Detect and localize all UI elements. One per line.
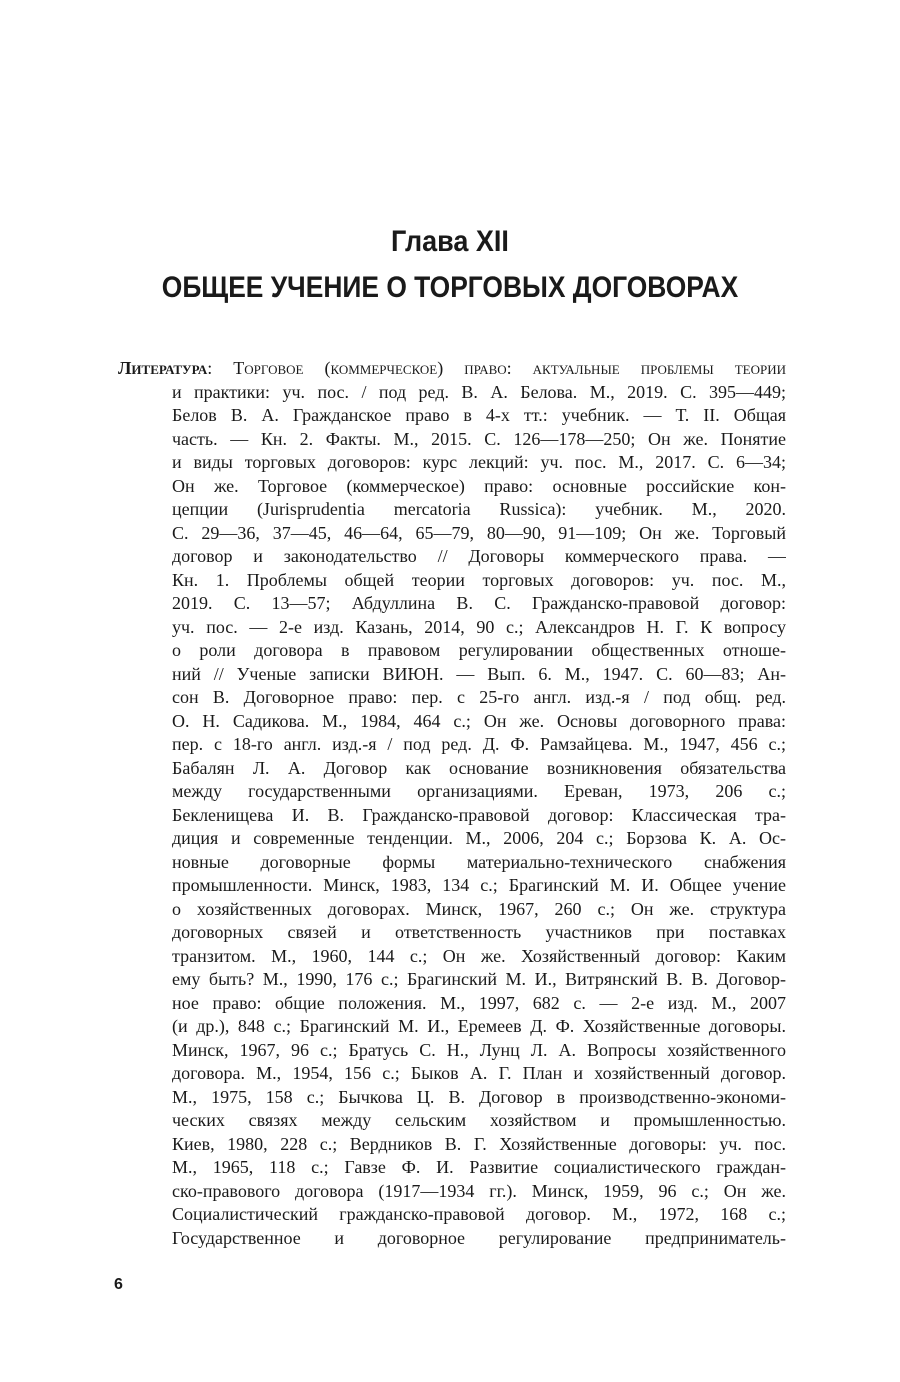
chapter-title: ОБЩЕЕ УЧЕНИЕ О ТОРГОВЫХ ДОГОВОРАХ	[161, 271, 739, 304]
literature-line: Белов В. А. Гражданское право в 4-х тт.: учебник. — Т. II. Общая	[172, 405, 786, 425]
literature-line: о роли договора в правовом регулировании общественных отноше-	[172, 640, 786, 660]
literature-line	[118, 357, 786, 381]
literature-line: пер. с 18-го англ. изд.-я / под ред. Д. Ф. Рамзайцева. М., 1947, 456 с.;	[172, 734, 786, 754]
literature-line: промышленности. Минск, 1983, 134 с.; Брагинский М. И. Общее учение	[172, 875, 786, 895]
literature-line-text: : Торговое (коммерческое) право: актуальные проблемы теории	[207, 358, 786, 378]
literature-line: между государственными организациями. Ереван, 1973, 206 с.;	[172, 781, 786, 801]
literature-line: М., 1975, 158 с.; Бычкова Ц. В. Договор в производственно-экономи-	[172, 1086, 786, 1107]
literature-line: Он же. Торговое (коммерческое) право: основные российские кон-	[172, 475, 786, 496]
literature-line: сон В. Договорное право: пер. с 25-го англ. изд.-я / под общ. ред.	[172, 687, 786, 707]
literature-line: Государственное и договорное регулирование предприниматель-	[172, 1227, 786, 1248]
literature-line: цепции (Jurisprudentia mercatoria Russica): учебник. М., 2020.	[172, 499, 786, 519]
literature-line: Киев, 1980, 228 с.; Вердников В. Г. Хозяйственные договоры: уч. пос.	[172, 1133, 786, 1154]
literature-line: транзитом. М., 1960, 144 с.; Он же. Хозяйственный договор: Каким	[172, 945, 786, 966]
literature-line: новные договорные формы материально-технического снабжения	[172, 851, 786, 872]
literature-line: Бекленищева И. В. Гражданско-правовой договор: Классическая тра-	[172, 804, 786, 825]
literature-line: и виды торговых договоров: курс лекций: уч. пос. М., 2017. С. 6—34;	[172, 452, 786, 472]
literature-line: С. 29—36, 37—45, 46—64, 65—79, 80—90, 91—109; Он же. Торговый	[172, 522, 786, 543]
literature-label: Литература	[118, 358, 208, 378]
literature-line: договора. М., 1954, 156 с.; Быков А. Г. План и хозяйственный договор.	[172, 1063, 786, 1083]
literature-line: ческих связях между сельским хозяйством и промышленностью.	[172, 1110, 786, 1130]
literature-line: договор и законодательство // Договоры коммерческого права. —	[172, 546, 786, 566]
literature-line: ное право: общие положения. М., 1997, 682 с. — 2-е изд. М., 2007	[172, 992, 786, 1013]
literature-line: (и др.), 848 с.; Брагинский М. И., Еремеев Д. Ф. Хозяйственные договоры.	[172, 1016, 786, 1036]
literature-line: договорных связей и ответственность участников при поставках	[172, 922, 786, 942]
page-number: 6	[114, 1276, 123, 1293]
chapter-number: Глава XII	[391, 225, 509, 258]
literature-line: Кн. 1. Проблемы общей теории торговых договоров: уч. пос. М.,	[172, 569, 786, 590]
literature-line: Бабалян Л. А. Договор как основание возникновения обязательства	[172, 757, 786, 778]
literature-line: Социалистический гражданско-правовой договор. М., 1972, 168 с.;	[172, 1204, 786, 1224]
literature-line: ему быть? М., 1990, 176 с.; Брагинский М. И., Витрянский В. В. Договор-	[172, 969, 786, 989]
literature-line: М., 1965, 118 с.; Гавзе Ф. И. Развитие социалистического граждан-	[172, 1157, 786, 1177]
literature-line: диция и современные тенденции. М., 2006, 204 с.; Борзова К. А. Ос-	[172, 828, 786, 848]
literature-line: О. Н. Садикова. М., 1984, 464 с.; Он же. Основы договорного права:	[172, 710, 786, 731]
literature-line: уч. пос. — 2-е изд. Казань, 2014, 90 с.; Александров Н. Г. К вопросу	[172, 616, 786, 637]
literature-line: и практики: уч. пос. / под ред. В. А. Белова. М., 2019. С. 395—449;	[172, 381, 786, 402]
literature-line: часть. — Кн. 2. Факты. М., 2015. С. 126—178—250; Он же. Понятие	[172, 428, 786, 449]
literature-line: 2019. С. 13—57; Абдуллина В. С. Гражданско-правовой договор:	[172, 593, 786, 613]
literature-line: Минск, 1967, 96 с.; Братусь С. Н., Лунц Л. А. Вопросы хозяйственного	[172, 1039, 786, 1060]
literature-block	[118, 357, 786, 1250]
literature-line: ско-правового договора (1917—1934 гг.). Минск, 1959, 96 с.; Он же.	[172, 1180, 786, 1201]
literature-line: о хозяйственных договорах. Минск, 1967, 260 с.; Он же. структура	[172, 898, 786, 919]
literature-line: ний // Ученые записки ВИЮН. — Вып. 6. М., 1947. С. 60—83; Ан-	[172, 663, 786, 684]
